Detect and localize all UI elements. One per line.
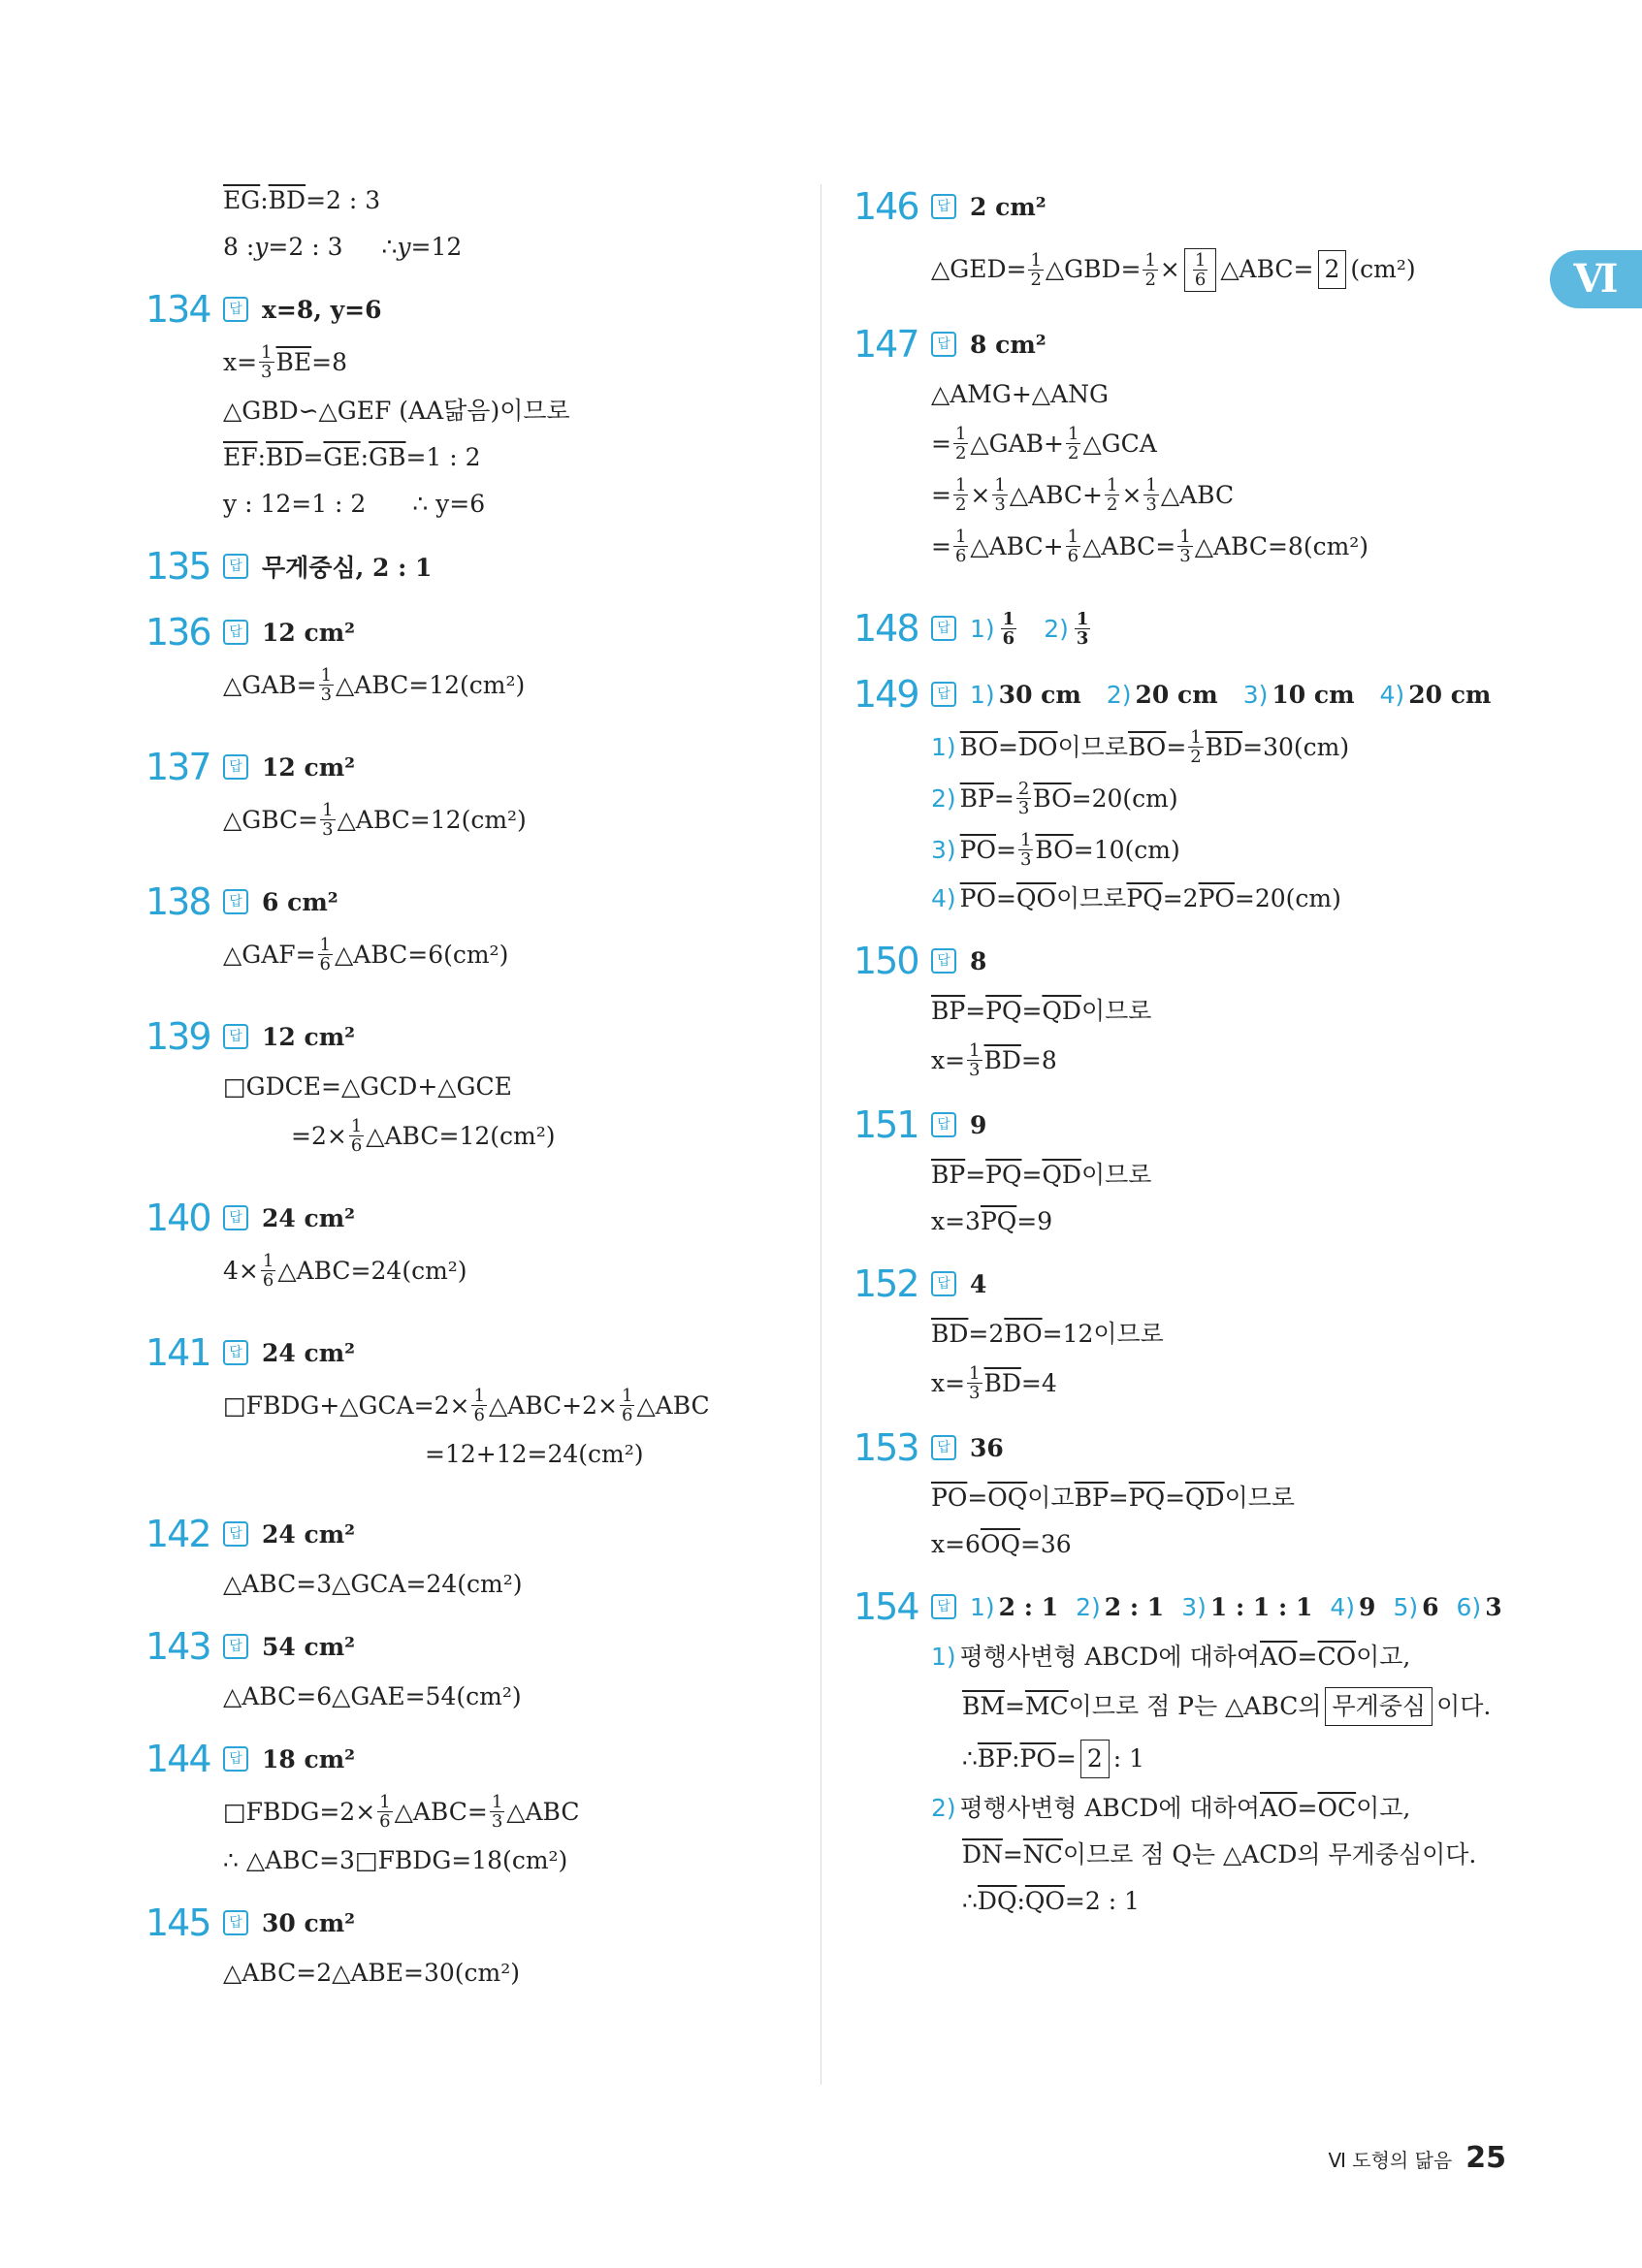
problem-number: 142 xyxy=(145,1513,210,1555)
problem-number: 143 xyxy=(145,1625,210,1668)
answer: 9 xyxy=(970,1110,987,1139)
answer-icon: 답 xyxy=(223,1024,248,1049)
answer: 무게중심, 2 : 1 xyxy=(262,554,433,582)
problem-139 xyxy=(145,1016,776,1057)
problem-number: 145 xyxy=(145,1901,210,1944)
solution-line: △GBC= $\frac{1}{3}$ △ABC=12(cm²) xyxy=(223,800,527,840)
answer-icon: 답 xyxy=(223,1910,248,1935)
solution-line: x=6 $\overline{OQ}$ =36 xyxy=(931,1530,1072,1558)
answer-icon: 답 xyxy=(931,194,956,219)
solution-line: $\overline{BP}$ = $\overline{PQ}$ = $\overline{QD}$ 이므로 xyxy=(931,1161,1152,1189)
problem-number: 149 xyxy=(853,673,918,716)
answer-icon: 답 xyxy=(223,754,248,780)
solution-line: = $\frac{1}{6}$ △ABC+ $\frac{1}{6}$ △ABC= $\frac{1}{3}$ △ABC=8(cm²) xyxy=(931,527,1369,566)
problem-145 xyxy=(145,1902,776,1943)
solution-line: x= $\frac{1}{3}$ $\overline{BD}$ =4 xyxy=(931,1363,1057,1403)
answer: 6 cm² xyxy=(262,887,338,916)
problem-number: 150 xyxy=(853,940,918,982)
left-column xyxy=(145,184,776,2003)
problem-153 xyxy=(853,1427,1532,1468)
solution-line: $\overline{DN}$ = $\overline{NC}$ 이므로 점 Q는 △ACD의 무게중심이다. xyxy=(962,1840,1477,1869)
solution-line: □FBDG+△GCA=2× $\frac{1}{6}$ △ABC+2× $\frac{1}{6}$ △ABC xyxy=(223,1386,710,1425)
page-number: 25 xyxy=(1465,2141,1506,2175)
problem-143 xyxy=(145,1626,776,1667)
answer-box: 무게중심 xyxy=(1325,1687,1433,1726)
problem-number: 147 xyxy=(853,323,918,366)
solution-line: △ABC=6△GAE=54(cm²) xyxy=(223,1682,522,1710)
solution-line: 8 : y =2 : 3 ∴ y =12 xyxy=(223,233,463,261)
answer-icon: 답 xyxy=(223,1340,248,1365)
solution-line: $\overline{BM}$ = $\overline{MC}$ 이므로 점 P는 △ABC의 무게중심 이다. xyxy=(962,1687,1532,1726)
solution-line: ∴ $\overline{DQ}$ : $\overline{QO}$ =2 : 1 xyxy=(962,1887,1140,1915)
solution-line: = $\frac{1}{2}$ × $\frac{1}{3}$ △ABC+ $\frac{1}{2}$ × $\frac{1}{3}$ △ABC xyxy=(931,475,1235,515)
solution-line: $\overline{BD}$ =2 $\overline{BO}$ =12이므로 xyxy=(931,1320,1164,1348)
problem-141 xyxy=(145,1332,776,1373)
solution-line: ∴ $\overline{BP}$ : $\overline{PO}$ = 2 : 1 xyxy=(962,1740,1532,1778)
page-footer xyxy=(1328,2141,1506,2175)
answer-box: 2 xyxy=(1318,250,1347,289)
problem-number: 152 xyxy=(853,1262,918,1305)
answer: 24 cm² xyxy=(262,1338,356,1367)
answer-icon: 답 xyxy=(223,889,248,914)
answer: 24 cm² xyxy=(262,1203,356,1232)
solution-line: 1) 평행사변형 ABCD에 대하여 $\overline{AO}$ = $\overline{CO}$ 이고, xyxy=(931,1643,1411,1671)
solution-line: □FBDG=2× $\frac{1}{6}$ △ABC= $\frac{1}{3}$ △ABC xyxy=(223,1792,580,1832)
answer-icon: 답 xyxy=(931,616,956,641)
answer: 36 xyxy=(970,1433,1004,1462)
solution-line: 3) $\overline{PO}$ = $\frac{1}{3}$ $\overline{BO}$ =10(cm) xyxy=(931,830,1180,870)
solution-line: $\overline{EF}$ : $\overline{BD}$ = $\overline{GE}$ : $\overline{GB}$ =1 : 2 xyxy=(223,443,481,471)
answer-icon: 답 xyxy=(223,554,248,579)
problem-150 xyxy=(853,941,1532,981)
answer-icon: 답 xyxy=(931,948,956,974)
answer: 12 cm² xyxy=(262,618,356,647)
problem-number: 151 xyxy=(853,1103,918,1146)
answer-icon: 답 xyxy=(223,1746,248,1772)
problem-number: 148 xyxy=(853,607,918,650)
problem-149 xyxy=(853,674,1532,715)
answer-box: $\frac{1}{6}$ xyxy=(1184,248,1216,292)
problem-number: 144 xyxy=(145,1738,210,1780)
answer-icon: 답 xyxy=(931,332,956,357)
problem-134 xyxy=(145,289,776,330)
answer: 54 cm² xyxy=(262,1632,356,1661)
problem-154 xyxy=(853,1586,1532,1627)
problem-number: 139 xyxy=(145,1015,210,1058)
solution-line: △GAB= $\frac{1}{3}$ △ABC=12(cm²) xyxy=(223,665,526,705)
problem-152 xyxy=(853,1263,1532,1304)
solution-line: 4) $\overline{PO}$ = $\overline{QO}$ 이므로 $\overline{PQ}$ =2 $\overline{PO}$ =20(cm) xyxy=(931,884,1341,912)
answer: 2 cm² xyxy=(970,192,1046,221)
problem-number: 154 xyxy=(853,1585,918,1628)
answer-icon: 답 xyxy=(931,682,956,707)
problem-135 xyxy=(145,546,776,587)
problem-144 xyxy=(145,1739,776,1779)
solution-line: $\overline{PO}$ = $\overline{OQ}$ 이고 $\overline{BP}$ = $\overline{PQ}$ = $\overline{QD}$ 이므로 xyxy=(931,1484,1296,1512)
solution-line: △ABC=3△GCA=24(cm²) xyxy=(223,1570,523,1598)
answer-icon: 답 xyxy=(223,1205,248,1230)
answer-icon: 답 xyxy=(931,1594,956,1619)
solution-line: 4× $\frac{1}{6}$ △ABC=24(cm²) xyxy=(223,1251,467,1291)
answer: 4 xyxy=(970,1269,987,1298)
problem-140 xyxy=(145,1198,776,1238)
answer-icon: 답 xyxy=(223,1634,248,1659)
problem-151 xyxy=(853,1104,1532,1145)
problem-146 xyxy=(853,186,1532,227)
solution-line: $\overline{BP}$ = $\overline{PQ}$ = $\overline{QD}$ 이므로 xyxy=(931,997,1152,1025)
answer: 1) 2 : 1 2) 2 : 1 3) 1 : 1 : 1 4) 9 5) 6 6) 3 xyxy=(970,1592,1502,1621)
solution-line: △ABC=2△ABE=30(cm²) xyxy=(223,1959,520,1987)
problem-number: 138 xyxy=(145,880,210,923)
problem-number: 134 xyxy=(145,288,210,331)
solution-line: =2× $\frac{1}{6}$ △ABC=12(cm²) xyxy=(291,1116,556,1156)
solution-line: 2) $\overline{BP}$ = $\frac{2}{3}$ $\overline{BO}$ =20(cm) xyxy=(931,779,1178,818)
answer: 12 cm² xyxy=(262,1022,356,1051)
solution-line: 2) 평행사변형 ABCD에 대하여 $\overline{AO}$ = $\overline{OC}$ 이고, xyxy=(931,1794,1411,1822)
chapter-title: Ⅵ 도형의 닮음 xyxy=(1328,2149,1453,2172)
solution-line: 1) $\overline{BO}$ = $\overline{DO}$ 이므로 $\overline{BO}$ = $\frac{1}{2}$ $\overline{BD}$ =30(cm) xyxy=(931,727,1350,767)
problem-number: 136 xyxy=(145,611,210,654)
problem-142 xyxy=(145,1514,776,1554)
solution-line: = $\frac{1}{2}$ △GAB+ $\frac{1}{2}$ △GCA xyxy=(931,424,1157,463)
solution-line: △GBD∽△GEF (AA닮음)이므로 xyxy=(223,397,570,425)
answer: 18 cm² xyxy=(262,1744,356,1773)
solution-line: △GAF= $\frac{1}{6}$ △ABC=6(cm²) xyxy=(223,935,509,974)
answer: 8 cm² xyxy=(970,330,1046,359)
solution-line: $\overline{EG}$ : $\overline{BD}$ =2 : 3 xyxy=(223,186,381,214)
problem-148 xyxy=(853,608,1532,649)
answer-box: 2 xyxy=(1080,1740,1110,1778)
problem-147 xyxy=(853,324,1532,365)
problem-number: 137 xyxy=(145,746,210,788)
solution-line: □GDCE=△GCD+△GCE xyxy=(223,1072,512,1101)
answer: 1) 30 cm 2) 20 cm 3) 10 cm 4) 20 cm xyxy=(970,680,1492,709)
answer-icon: 답 xyxy=(931,1435,956,1460)
problem-number: 140 xyxy=(145,1197,210,1239)
problem-number: 153 xyxy=(853,1426,918,1469)
problem-number: 141 xyxy=(145,1331,210,1374)
answer: 24 cm² xyxy=(262,1519,356,1549)
problem-number: 146 xyxy=(853,185,918,228)
problem-137 xyxy=(145,747,776,787)
answer-icon: 답 xyxy=(931,1271,956,1296)
solution-line: ∴ △ABC=3□FBDG=18(cm²) xyxy=(223,1846,568,1874)
solution-line: y : 12=1 : 2 ∴ y=6 xyxy=(223,490,486,518)
answer-icon: 답 xyxy=(931,1112,956,1137)
chapter-tab: Ⅵ xyxy=(1550,250,1642,308)
answer: x=8, y=6 xyxy=(262,295,382,324)
problem-138 xyxy=(145,881,776,922)
solution-line: x=3 $\overline{PQ}$ =9 xyxy=(931,1207,1053,1235)
right-column xyxy=(853,186,1532,1932)
answer: 12 cm² xyxy=(262,752,356,782)
problem-136 xyxy=(145,612,776,653)
answer-icon: 답 xyxy=(223,1521,248,1547)
solution-line: x= $\frac{1}{3}$ $\overline{BE}$ =8 xyxy=(223,342,347,382)
problem-number: 135 xyxy=(145,545,210,588)
solution-line: △GED= $\frac{1}{2}$ △GBD= $\frac{1}{2}$ × $\frac{1}{6}$ △ABC= 2 (cm²) xyxy=(931,249,1416,290)
solution-line: =12+12=24(cm²) xyxy=(425,1440,644,1468)
answer-icon: 답 xyxy=(223,297,248,322)
solution-line: △AMG+△ANG xyxy=(931,380,1109,408)
answer: 1) $\frac{1}{6}$ 2) $\frac{1}{3}$ xyxy=(970,608,1089,649)
solution-line: x= $\frac{1}{3}$ $\overline{BD}$ =8 xyxy=(931,1040,1057,1080)
answer-icon: 답 xyxy=(223,620,248,645)
answer: 30 cm² xyxy=(262,1908,356,1937)
answer: 8 xyxy=(970,946,987,975)
